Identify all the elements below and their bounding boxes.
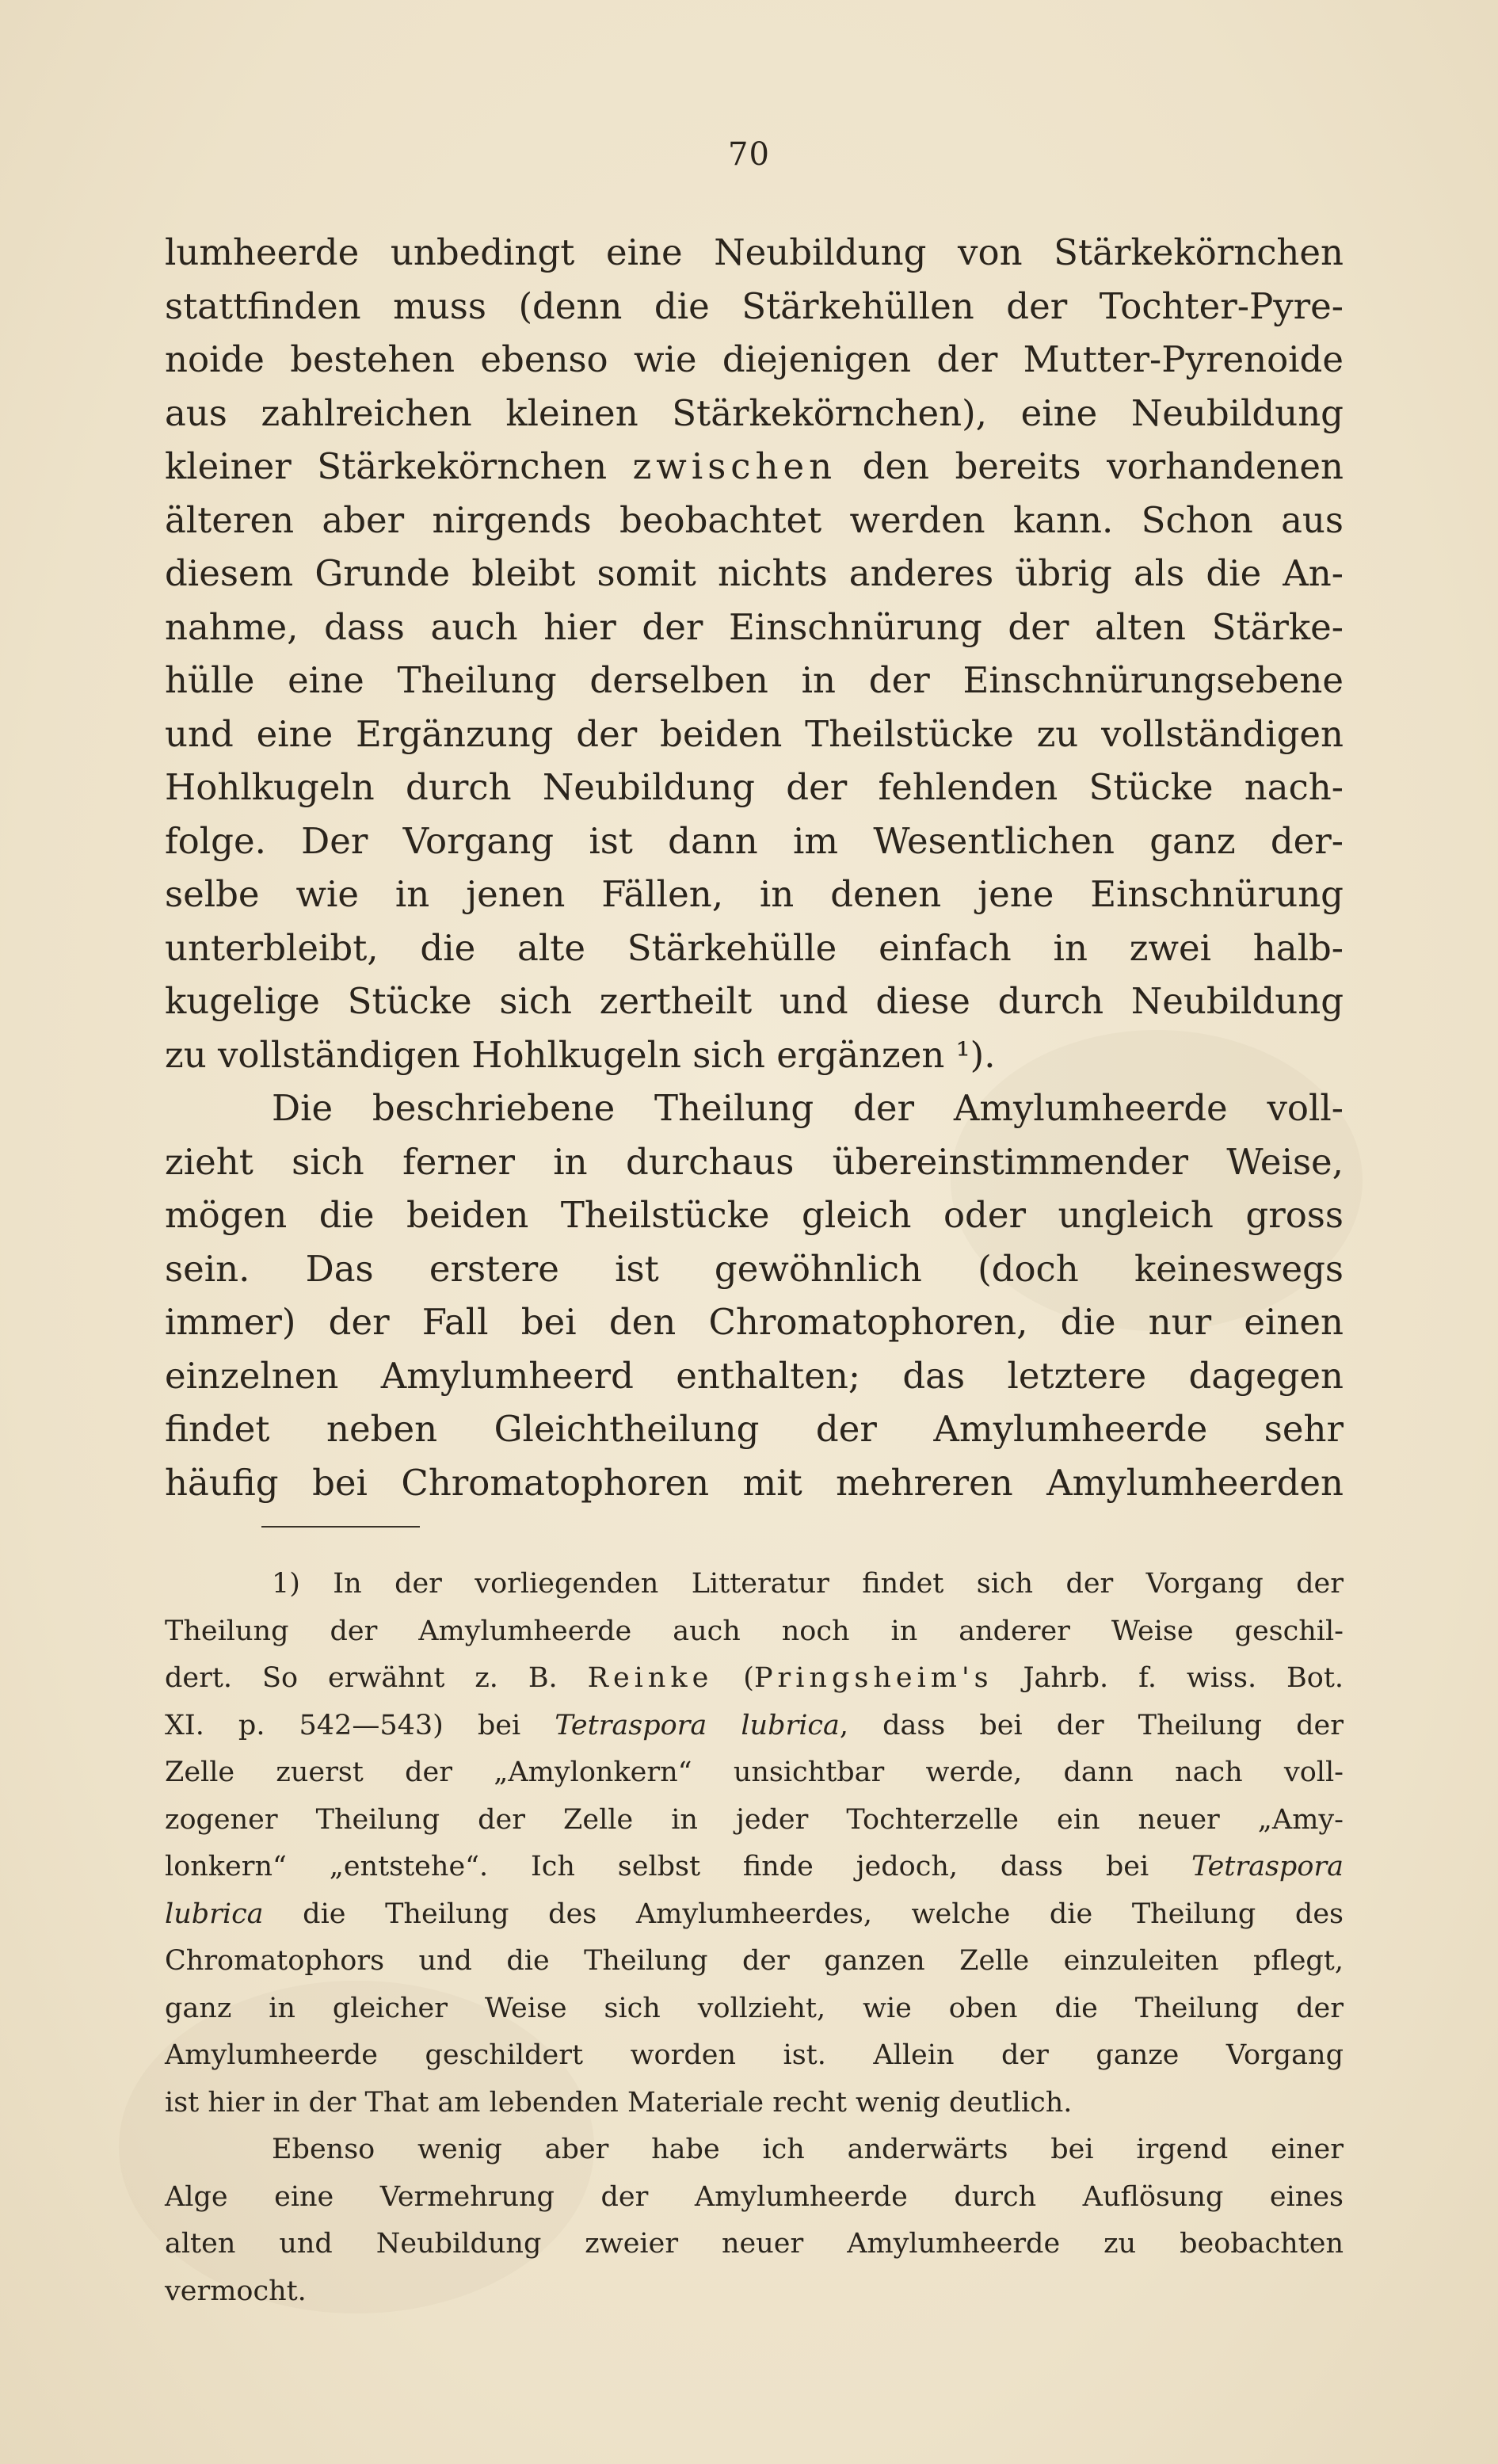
footnote-line: zogener Theilung der Zelle in jeder Tochterzelle ein neuer „Amy-: [165, 1803, 1344, 1836]
text-line: einzelnen Amylumheerd enthalten; das letztere dagegen: [165, 1354, 1344, 1397]
text-line: kugelige Stücke sich zertheilt und diese durch Neubildung: [165, 980, 1344, 1022]
text-line: diesem Grunde bleibt somit nichts anderes übrig als die An-: [165, 552, 1344, 594]
text-line: mögen die beiden Theilstücke gleich oder ungleich gross: [165, 1194, 1344, 1236]
text-line: häufig bei Chromatophoren mit mehreren Amylumheerden: [165, 1461, 1344, 1504]
footnote-line: [165, 1891, 1344, 1939]
text-line: stattfinden muss (denn die Stärkehüllen der Tochter-Pyre-: [165, 284, 1344, 327]
footnote-line: Ebenso wenig aber habe ich anderwärts bei irgend einer: [272, 2134, 1344, 2165]
text-line: lumheerde unbedingt eine Neubildung von Stärkekörnchen: [165, 231, 1344, 273]
footnote-line: Zelle zuerst der „Amylonkern“ unsichtbar werde, dann nach voll-: [165, 1756, 1344, 1788]
text-run: (: [713, 1662, 754, 1694]
footnote-line: [165, 1655, 1344, 1703]
species-name: lubrica: [165, 1898, 264, 1930]
text-line: nahme, dass auch hier der Einschnürung der alten Stärke-: [165, 605, 1344, 648]
emphasized-word: zwischen: [632, 445, 837, 487]
text-line: findet neben Gleichtheilung der Amylumheerde sehr: [165, 1408, 1344, 1450]
text-run: dert. So erwähnt z. B.: [165, 1662, 588, 1694]
text-line: aus zahlreichen kleinen Stärkekörnchen), eine Neubildung: [165, 391, 1344, 434]
main-text-block: [165, 226, 1344, 1509]
text-run: Jahrb. f. wiss. Bot.: [993, 1662, 1344, 1694]
text-line: Die beschriebene Theilung der Amylumheerde voll-: [272, 1087, 1344, 1129]
footnote-line: [165, 1703, 1344, 1750]
page-number: 70: [728, 136, 770, 173]
text-line: und eine Ergänzung der beiden Theilstücke zu vollständigen: [165, 712, 1344, 755]
text-run: kleiner Stärkekörnchen: [165, 445, 633, 487]
text-line: hülle eine Theilung derselben in der Einschnürungsebene: [165, 659, 1344, 701]
text-run: XI. p. 542—543) bei: [165, 1709, 555, 1741]
text-line: selbe wie in jenen Fällen, in denen jene Einschnürung: [165, 873, 1344, 915]
text-line: Hohlkugeln durch Neubildung der fehlenden Stücke nach-: [165, 766, 1344, 808]
footnote-line: ganz in gleicher Weise sich vollzieht, wie oben die Theilung der: [165, 1992, 1344, 2024]
author-name: Reinke: [587, 1662, 714, 1694]
footnote-divider: [261, 1526, 420, 1528]
footnote-line: Amylumheerde geschildert worden ist. Allein der ganze Vorgang: [165, 2039, 1344, 2071]
text-line: [165, 440, 1344, 494]
footnote-line: Alge eine Vermehrung der Amylumheerde durch Auflösung eines: [165, 2180, 1344, 2213]
text-line: immer) der Fall bei den Chromatophoren, die nur einen: [165, 1301, 1344, 1343]
text-line: unterbleibt, die alte Stärkehülle einfach in zwei halb-: [165, 926, 1344, 969]
text-line: zu vollständigen Hohlkugeln sich ergänzen ¹).: [165, 1033, 996, 1076]
text-line: älteren aber nirgends beobachtet werden kann. Schon aus: [165, 498, 1344, 541]
footnote-line: Chromatophors und die Theilung der ganzen Zelle einzuleiten pflegt,: [165, 1945, 1344, 1977]
footnote-line: 1) In der vorliegenden Litteratur findet sich der Vorgang der: [272, 1568, 1344, 1600]
species-name: Tetraspora lubrica: [555, 1709, 840, 1741]
text-run: , dass bei der Theilung der: [839, 1709, 1344, 1741]
species-name: Tetraspora: [1191, 1851, 1344, 1882]
text-line: folge. Der Vorgang ist dann im Wesentlichen ganz der-: [165, 819, 1344, 862]
text-run: den bereits vorhandenen: [837, 445, 1344, 487]
footnote-line: vermocht.: [165, 2275, 307, 2307]
footnote-line: [165, 1844, 1344, 1891]
text-line: zieht sich ferner in durchaus übereinstimmender Weise,: [165, 1140, 1344, 1183]
text-run: lonkern“ „entstehe“. Ich selbst finde jedoch, dass bei: [165, 1851, 1191, 1882]
text-line: noide bestehen ebenso wie diejenigen der Mutter-Pyrenoide: [165, 338, 1344, 380]
footnote-block: [165, 1561, 1344, 2315]
text-run: die Theilung des Amylumheerdes, welche die Theilung des: [263, 1898, 1344, 1930]
footnote-line: ist hier in der That am lebenden Materiale recht wenig deutlich.: [165, 2086, 1073, 2119]
footnote-line: alten und Neubildung zweier neuer Amylumheerde zu beobachten: [165, 2228, 1344, 2260]
journal-name: Pringsheim's: [753, 1662, 993, 1694]
text-line: sein. Das erstere ist gewöhnlich (doch keineswegs: [165, 1247, 1344, 1290]
footnote-line: Theilung der Amylumheerde auch noch in anderer Weise geschil-: [165, 1615, 1344, 1647]
